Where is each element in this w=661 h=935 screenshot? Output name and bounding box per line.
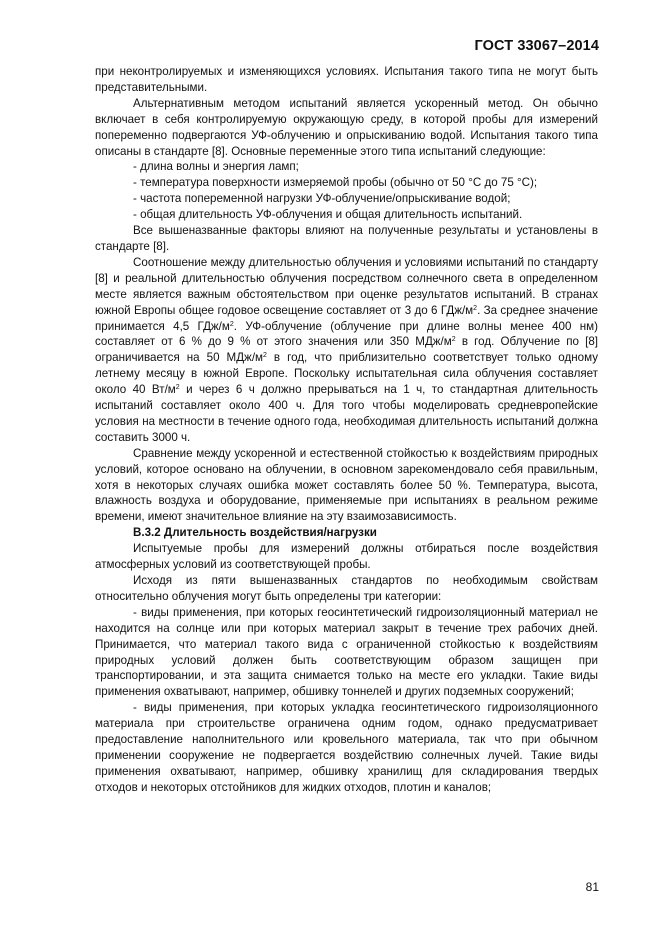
superscript: 2: [175, 384, 180, 392]
paragraph: Все вышеназванные факторы влияют на полученные результаты и установлены в стандарте [8].: [95, 224, 598, 253]
text-run: в год. Облучение по [8] ограничивается на 50 МДж/м: [95, 335, 598, 365]
text-run: Соотношение между длительностью облучения и условиями испытаний по стандарту [8] и реальной длительностью облучения посредством солнечного света в определенном месте является важным обстоятельством при оценке результатов испытаний. В странах южной Европы общее годовое освещение составляет от 3 до 6 ГДж/м: [95, 255, 598, 317]
paragraph: - длина волны и энергия ламп;: [133, 160, 299, 174]
text-run: в год, что приблизительно соответствует только одному летнему месяцу в южной Европе. Поскольку испытательная сила облучения составляет около 40 Вт/м: [95, 351, 598, 397]
paragraph: [95, 255, 598, 446]
body-text: [95, 64, 598, 796]
paragraph: Альтернативным методом испытаний является ускоренный метод. Он обычно включает в себя контролируемую окружающую среду, в которой пробы для измерений попеременно подвергаются УФ-облучению и опрыскиванию водой. Испытания такого типа описаны в стандарте [8]. Основные переменные этого типа испытаний следующие:: [95, 96, 598, 158]
superscript: 2: [473, 304, 478, 312]
paragraph: - общая длительность УФ-облучения и общая длительность испытаний.: [133, 208, 523, 222]
paragraph: Испытуемые пробы для измерений должны отбираться после воздействия атмосферных условий из соответствующей пробы.: [95, 542, 598, 572]
paragraph: - виды применения, при которых геосинтетический гидроизоляционный материал не находится на солнце или при которых материал закрыт в течение трех рабочих дней. Принимается, что материал такого вида с ограниченной стойкостью к воздействиям природных условий должен быть соответствующим образом защищен при транспортировании, и эта защита снимается только на месте его укладки. Такие виды применения охватывают, например, обшивку тоннелей и других подземных сооружений;: [95, 605, 598, 699]
paragraph: - частота попеременной нагрузки УФ-облучение/опрыскивание водой;: [133, 192, 511, 206]
superscript: 2: [229, 320, 234, 328]
standard-header: ГОСТ 33067–2014: [474, 38, 599, 54]
paragraph: - виды применения, при которых укладка геосинтетического гидроизоляционного материала при строительстве ограничена одним годом, однако предусматривает предоставление наполнительного или кровельного материала, так что при обычном применении сооружение не подвергается воздействию солнечных лучей. Такие виды применения охватывают, например, обшивку хранилищ для складирования твердых отходов и некоторых отстойников для жидких отходов, плотин и каналов;: [95, 701, 598, 794]
section-heading: В.3.2 Длительность воздействия/нагрузки: [133, 526, 377, 540]
paragraph: при неконтролируемых и изменяющихся условиях. Испытания такого типа не могут быть представительными.: [95, 65, 598, 94]
text-run: . За среднее значение принимается 4,5 ГДж/м: [95, 303, 599, 333]
paragraph: - температура поверхности измеряемой пробы (обычно от 50 °С до 75 °С);: [133, 176, 538, 190]
text-run: и через 6 ч должно прерываться на 1 ч, то стандартная длительность испытаний составляет около 400 ч. Для того чтобы моделировать средневропейские условия на местности в течение одного года, необходимая длительность испытаний должна составить 3000 ч.: [95, 383, 599, 444]
text-run: . УФ-облучение (облучение при длине волны менее 400 нм) составляет от 6 % до 9 % от этого значения или 350 МДж/м: [95, 319, 598, 349]
superscript: 2: [451, 336, 456, 344]
superscript: 2: [263, 352, 267, 360]
paragraph: Сравнение между ускоренной и естественной стойкостью к воздействиям природных условий, которое основано на облучении, в основном зарекомендовало себя правильным, хотя в некоторых случаях ошибка может составлять более 50 %. Температура, высота, влажность воздуха и оборудование, применяемые при испытаниях в реальном режиме времени, имеют значительное влияние на эту взаимозависимость.: [95, 446, 598, 524]
paragraph: Исходя из пяти вышеназванных стандартов по необходимым свойствам относительно облучения могут быть определены три категории:: [95, 574, 598, 603]
page-number: 81: [585, 880, 599, 894]
